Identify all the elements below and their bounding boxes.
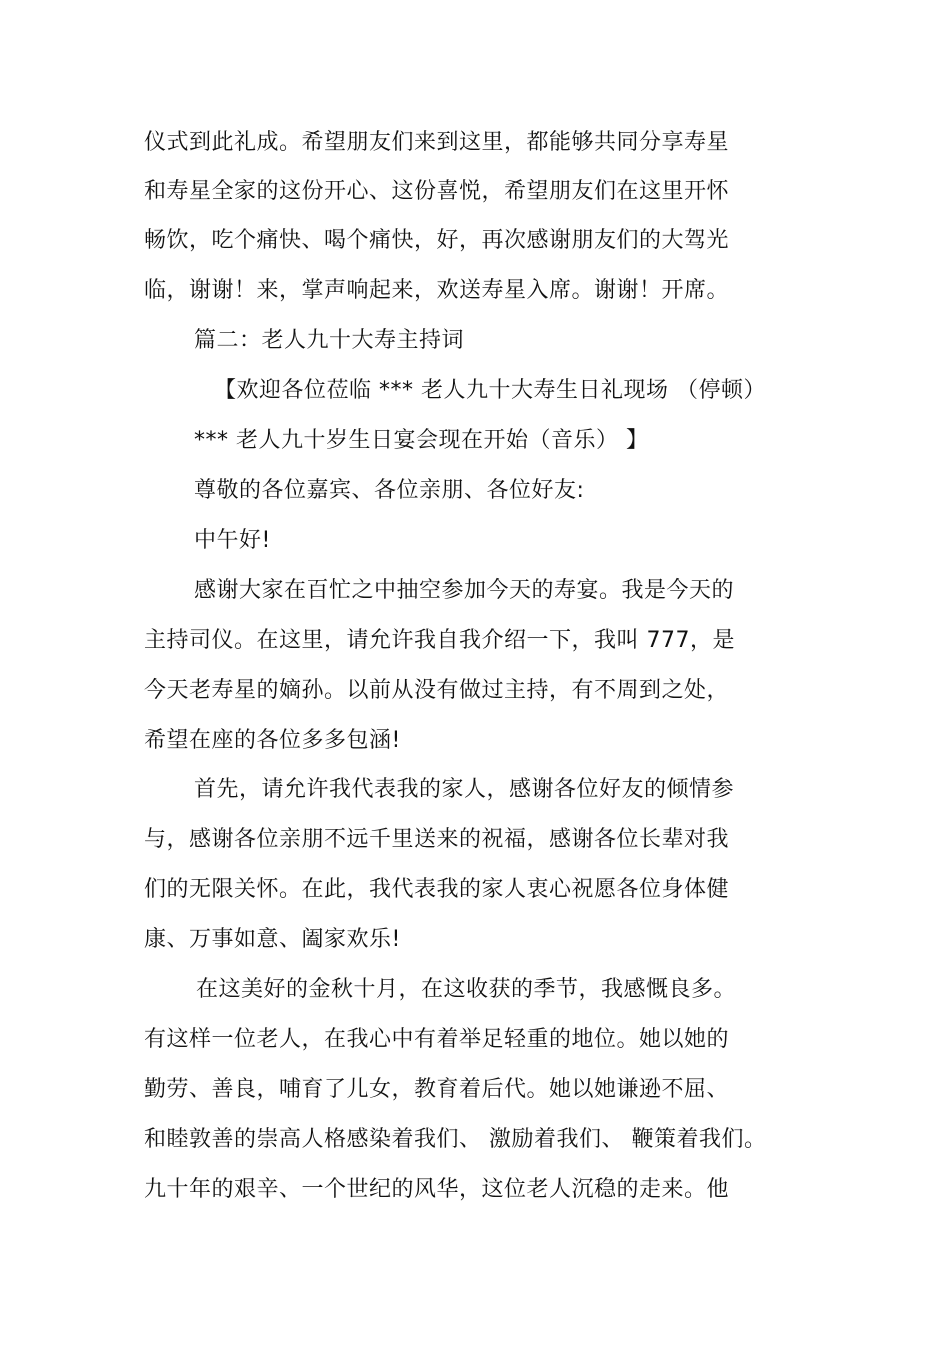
text-line-22: 九十年的艰辛、一个世纪的风华，这位老人沉稳的走来。他 <box>144 1177 730 1202</box>
text-line-14: 首先，请允许我代表我的家人，感谢各位好友的倾情参 <box>194 777 735 802</box>
text-line-8: 尊敬的各位嘉宾、各位亲朋、各位好友: <box>194 478 585 503</box>
section-heading: 篇二：老人九十大寿主持词 <box>194 328 465 353</box>
text-line-7: *** 老人九十岁生日宴会现在开始（音乐） 】 <box>194 428 649 453</box>
text-line-20: 勤劳、善良，哺育了儿女，教育着后代。她以她谦逊不屈、 <box>144 1077 730 1102</box>
text-line-16: 们的无限关怀。在此，我代表我的家人衷心祝愿各位身体健 <box>144 877 730 902</box>
text-line-15: 与，感谢各位亲朋不远千里送来的祝福，感谢各位长辈对我 <box>144 827 730 852</box>
text-line-3: 畅饮，吃个痛快、喝个痛快，好，再次感谢朋友们的大驾光 <box>144 228 730 253</box>
text-line-21: 和睦敦善的崇高人格感染着我们、 激励着我们、 鞭策着我们。 <box>144 1127 767 1152</box>
text-line-17: 康、万事如意、阖家欢乐! <box>144 927 401 952</box>
text-line-13: 希望在座的各位多多包涵! <box>144 728 401 753</box>
text-line-9: 中午好! <box>194 528 271 553</box>
text-line-1: 仪式到此礼成。希望朋友们来到这里，都能够共同分享寿星 <box>144 130 730 155</box>
text-line-11: 主持司仪。在这里，请允许我自我介绍一下，我叫 777，是 <box>144 628 735 653</box>
text-line-6: 【欢迎各位莅临 *** 老人九十大寿生日礼现场 （停顿） <box>214 378 766 403</box>
text-line-4: 临，谢谢！来，掌声响起来，欢送寿星入席。谢谢！开席。 <box>144 278 730 303</box>
text-line-18: 在这美好的金秋十月，在这收获的季节，我感慨良多。 <box>196 977 737 1002</box>
text-line-2: 和寿星全家的这份开心、这份喜悦，希望朋友们在这里开怀 <box>144 179 730 204</box>
text-line-19: 有这样一位老人，在我心中有着举足轻重的地位。她以她的 <box>144 1027 730 1052</box>
text-line-12: 今天老寿星的嫡孙。以前从没有做过主持，有不周到之处， <box>144 678 730 703</box>
text-line-10: 感谢大家在百忙之中抽空参加今天的寿宴。我是今天的 <box>194 578 735 603</box>
